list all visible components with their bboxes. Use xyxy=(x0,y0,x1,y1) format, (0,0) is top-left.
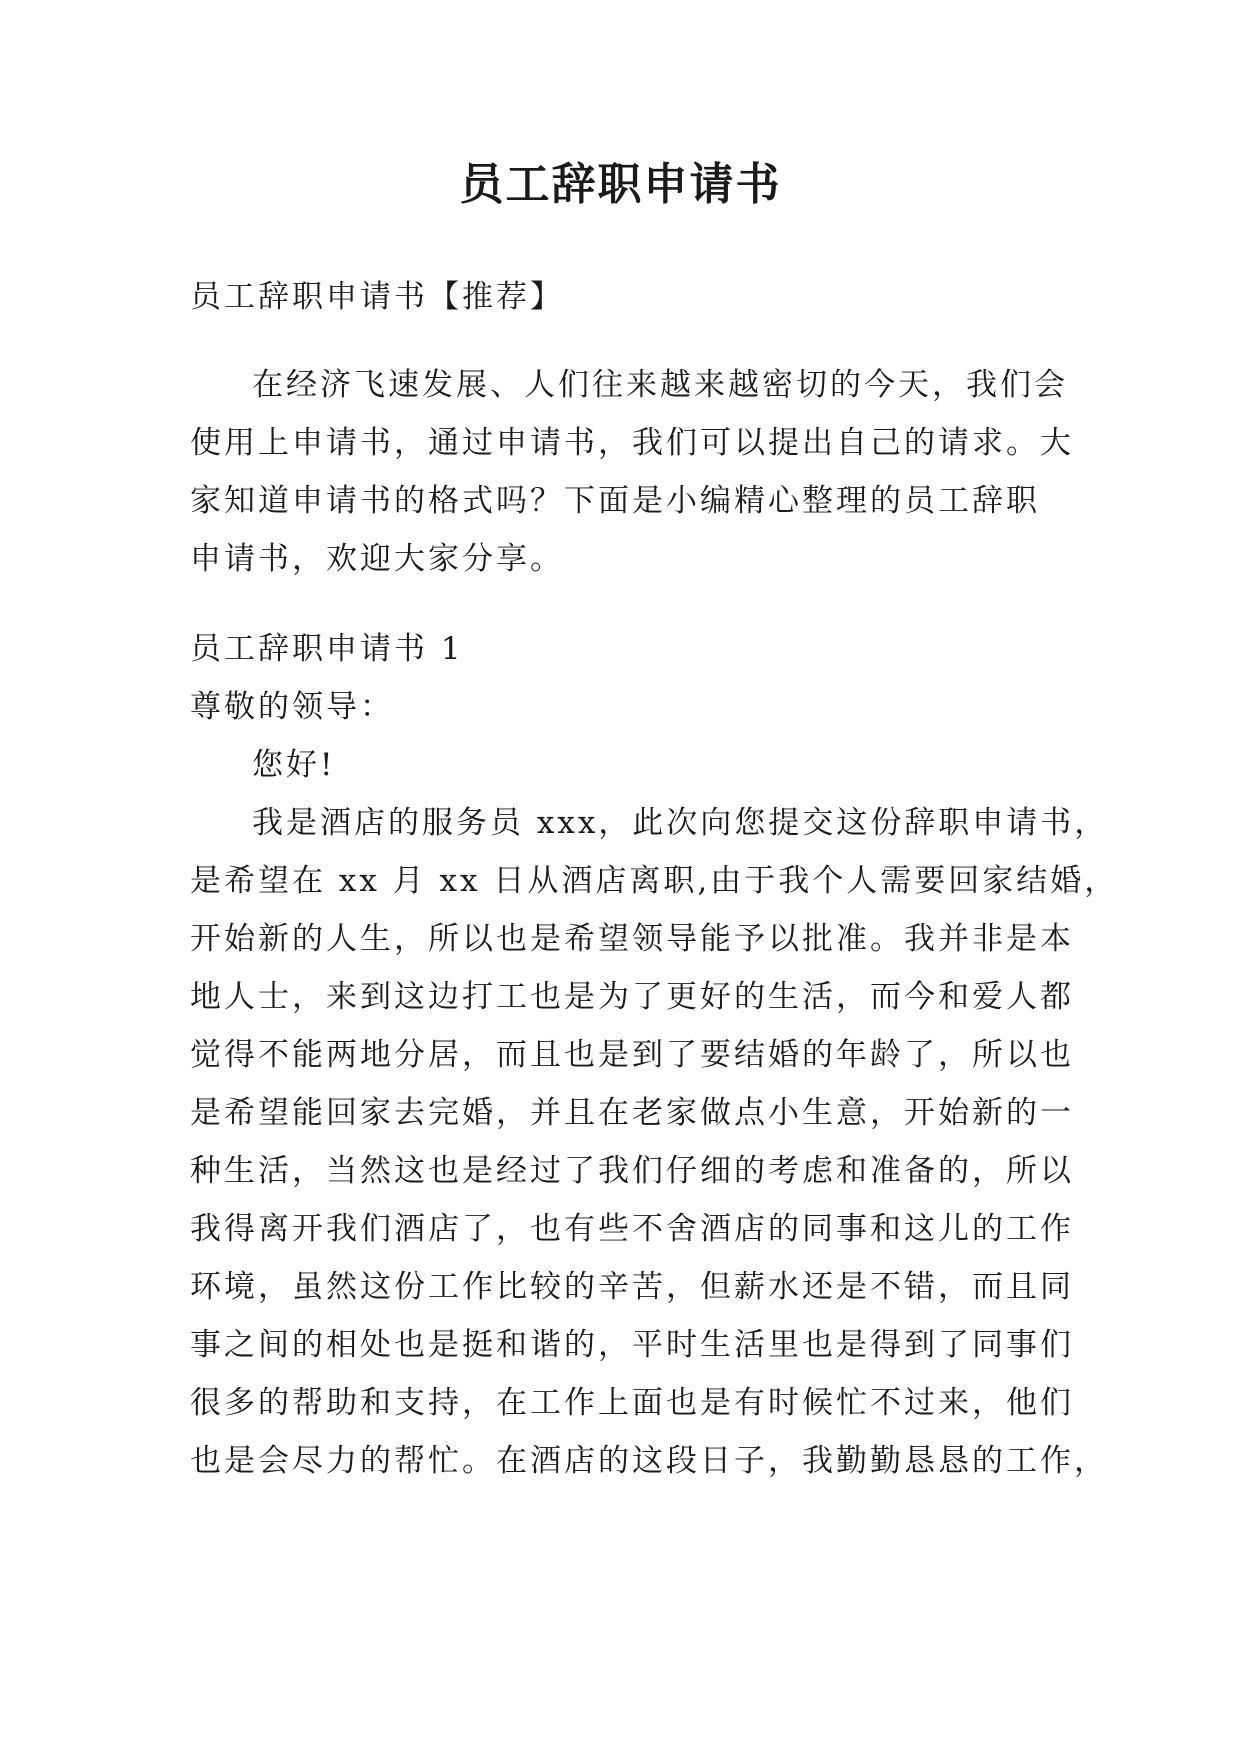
document-title: 员工辞职申请书 xyxy=(459,159,782,210)
intro-line: 在经济飞速发展、人们往来越来越密切的今天，我们会 xyxy=(252,367,1068,403)
document-subtitle-block xyxy=(190,268,1050,326)
body-line: 我是酒店的服务员 xxx，此次向您提交这份辞职申请书， xyxy=(252,805,1109,841)
body-line: 是希望能回家去完婚，并且在老家做点小生意，开始新的一 xyxy=(190,1095,1074,1131)
document-subtitle: 员工辞职申请书【推荐】 xyxy=(190,279,564,315)
body-line: 环境，虽然这份工作比较的辛苦，但薪水还是不错，而且同 xyxy=(190,1269,1074,1305)
body-line: 是希望在 xx 月 xx 日从酒店离职,由于我个人需要回家结婚， xyxy=(190,863,1119,899)
body-line: 很多的帮助和支持，在工作上面也是有时候忙不过来，他们 xyxy=(190,1385,1074,1421)
body-line: 事之间的相处也是挺和谐的，平时生活里也是得到了同事们 xyxy=(190,1327,1074,1363)
body-line: 开始新的人生，所以也是希望领导能予以批准。我并非是本 xyxy=(190,921,1074,957)
intro-line: 使用上申请书，通过申请书，我们可以提出自己的请求。大 xyxy=(190,425,1074,461)
letter-section xyxy=(190,620,1119,1490)
body-line: 也是会尽力的帮忙。在酒店的这段日子，我勤勤恳恳的工作， xyxy=(190,1443,1108,1479)
intro-paragraph xyxy=(190,356,1074,588)
body-line: 地人士，来到这边打工也是为了更好的生活，而今和爱人都 xyxy=(190,979,1074,1015)
intro-line: 申请书，欢迎大家分享。 xyxy=(190,541,564,577)
body-line: 觉得不能两地分居，而且也是到了要结婚的年龄了，所以也 xyxy=(190,1037,1074,1073)
salutation: 尊敬的领导： xyxy=(190,689,394,725)
greeting: 您好! xyxy=(252,747,336,783)
intro-line: 家知道申请书的格式吗？下面是小编精心整理的员工辞职 xyxy=(190,483,1040,519)
body-line: 种生活，当然这也是经过了我们仔细的考虑和准备的，所以 xyxy=(190,1153,1074,1189)
body-line: 我得离开我们酒店了，也有些不舍酒店的同事和这儿的工作 xyxy=(190,1211,1074,1247)
section-heading: 员工辞职申请书 1 xyxy=(190,631,464,667)
